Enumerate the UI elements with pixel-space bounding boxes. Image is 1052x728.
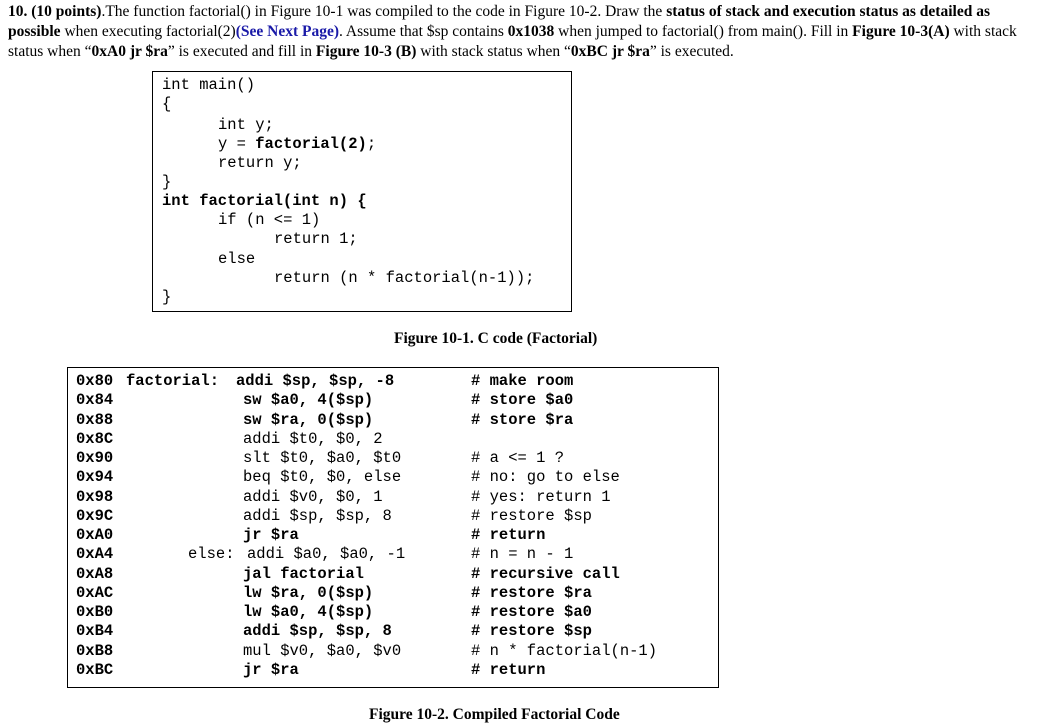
asm-line: [76, 507, 716, 526]
asm-instruction: jal factorial: [243, 564, 364, 583]
asm-instruction: lw $ra, 0($sp): [243, 583, 374, 602]
asm-address: 0x9C: [76, 506, 114, 525]
q-bold5: Figure 10-3 (B): [315, 43, 417, 60]
asm-instruction: beq $t0, $0, else: [243, 468, 402, 487]
asm-address: 0x80: [76, 372, 114, 390]
asm-comment: # n = n - 1: [471, 545, 574, 564]
asm-line: [76, 642, 716, 661]
asm-address: 0xB0: [76, 603, 114, 621]
asm-line: [76, 526, 716, 545]
asm-line: [76, 372, 716, 391]
asm-comment: # restore $sp: [471, 622, 592, 641]
c-code-line: if (n <= 1): [218, 211, 321, 229]
asm-address: 0xB8: [76, 641, 114, 660]
asm-address: 0xAC: [76, 583, 114, 602]
asm-comment: # no: go to else: [471, 468, 620, 487]
asm-comment: # return: [471, 526, 546, 544]
asm-label: else:: [188, 545, 235, 564]
q-part3: . Assume that $sp contains: [339, 23, 508, 40]
q-part4: when jumped to factorial() from main(). Fill in: [554, 23, 853, 40]
asm-comment: # make room: [471, 372, 574, 390]
asm-instruction: lw $a0, 4($sp): [243, 603, 374, 621]
asm-comment: # n * factorial(n-1): [471, 641, 658, 660]
asm-line: [76, 488, 716, 507]
asm-line: [76, 391, 716, 410]
c-code-line: {: [162, 95, 172, 113]
asm-address: 0x84: [76, 391, 114, 410]
q-bold6: 0xBC jr $ra: [570, 43, 650, 60]
asm-instruction: slt $t0, $a0, $t0: [243, 449, 402, 467]
asm-instruction: jr $ra: [243, 660, 299, 679]
c-code-line: return y;: [218, 154, 302, 172]
asm-address: 0x88: [76, 410, 114, 429]
asm-line: [76, 584, 716, 603]
q-part8: ” is executed.: [649, 43, 734, 60]
asm-line: [76, 661, 716, 680]
asm-line: [76, 565, 716, 584]
asm-comment: # recursive call: [471, 564, 620, 583]
c-code-line: int factorial(int n) {: [162, 192, 367, 210]
see-next-page: (See Next Page): [235, 23, 340, 40]
c-code-line: else: [218, 250, 256, 268]
asm-line: [76, 603, 716, 622]
asm-comment: # store $ra: [471, 410, 574, 429]
q-bold1: status of stack and execution status as detailed as possible: [8, 3, 990, 40]
asm-label: factorial:: [126, 372, 220, 390]
figure-10-1-caption: Figure 10-1. C code (Factorial): [394, 330, 598, 347]
question-text: [8, 2, 1044, 62]
asm-line: [76, 430, 716, 449]
asm-instruction: addi $a0, $a0, -1: [247, 545, 406, 564]
q-part7: with stack status when “: [416, 43, 571, 60]
q-part2: when executing factorial(2): [60, 23, 236, 40]
asm-address: 0x90: [76, 449, 114, 467]
c-code-line: }: [162, 288, 172, 306]
c-code-line: return 1;: [274, 230, 358, 248]
asm-instruction: sw $a0, 4($sp): [243, 391, 374, 410]
asm-instruction: addi $sp, $sp, 8: [243, 506, 392, 525]
c-code-line: return (n * factorial(n-1));: [274, 269, 535, 287]
asm-address: 0x98: [76, 487, 114, 506]
asm-line: [76, 622, 716, 641]
asm-comment: # return: [471, 660, 546, 679]
asm-instruction: mul $v0, $a0, $v0: [243, 641, 402, 660]
asm-address: 0x8C: [76, 429, 114, 448]
asm-comment: # yes: return 1: [471, 487, 611, 506]
question-points: (10 points): [31, 3, 102, 20]
c-code-line: }: [162, 173, 172, 191]
assembly-code-box: [67, 367, 719, 688]
asm-line: [76, 411, 716, 430]
q-bold2: 0x1038: [507, 23, 555, 40]
c-code-line: y = factorial(2);: [218, 135, 377, 153]
c-code-box: [152, 71, 572, 312]
asm-comment: # restore $ra: [471, 583, 592, 602]
asm-comment: # restore $a0: [471, 603, 592, 621]
asm-address: 0x94: [76, 468, 114, 487]
asm-comment: # store $a0: [471, 391, 574, 410]
asm-line: [76, 468, 716, 487]
asm-instruction: addi $sp, $sp, -8: [236, 372, 395, 390]
asm-address: 0xB4: [76, 622, 114, 641]
asm-comment: # restore $sp: [471, 506, 592, 525]
figure-10-2-caption: Figure 10-2. Compiled Factorial Code: [369, 706, 620, 723]
asm-instruction: sw $ra, 0($sp): [243, 410, 374, 429]
asm-line: [76, 545, 716, 564]
asm-instruction: addi $t0, $0, 2: [243, 429, 383, 448]
question-number: 10.: [8, 3, 28, 20]
c-code-line: int y;: [218, 116, 274, 134]
c-code-line: int main(): [162, 76, 256, 94]
q-part1: .The function factorial() in Figure 10-1 was compiled to the code in Figure 10-2. Draw the: [101, 3, 667, 20]
asm-address: 0xA0: [76, 526, 114, 544]
asm-address: 0xBC: [76, 660, 114, 679]
asm-instruction: jr $ra: [243, 526, 299, 544]
asm-comment: # a <= 1 ?: [471, 449, 565, 467]
asm-line: [76, 449, 716, 468]
q-bold3: Figure 10-3(A): [852, 23, 950, 40]
q-part6: ” is executed and fill in: [167, 43, 316, 60]
asm-instruction: addi $v0, $0, 1: [243, 487, 383, 506]
asm-instruction: addi $sp, $sp, 8: [243, 622, 392, 641]
asm-address: 0xA8: [76, 564, 114, 583]
asm-address: 0xA4: [76, 545, 114, 564]
q-part5: with stack status when “: [8, 23, 1017, 60]
q-bold4: 0xA0 jr $ra: [91, 43, 168, 60]
